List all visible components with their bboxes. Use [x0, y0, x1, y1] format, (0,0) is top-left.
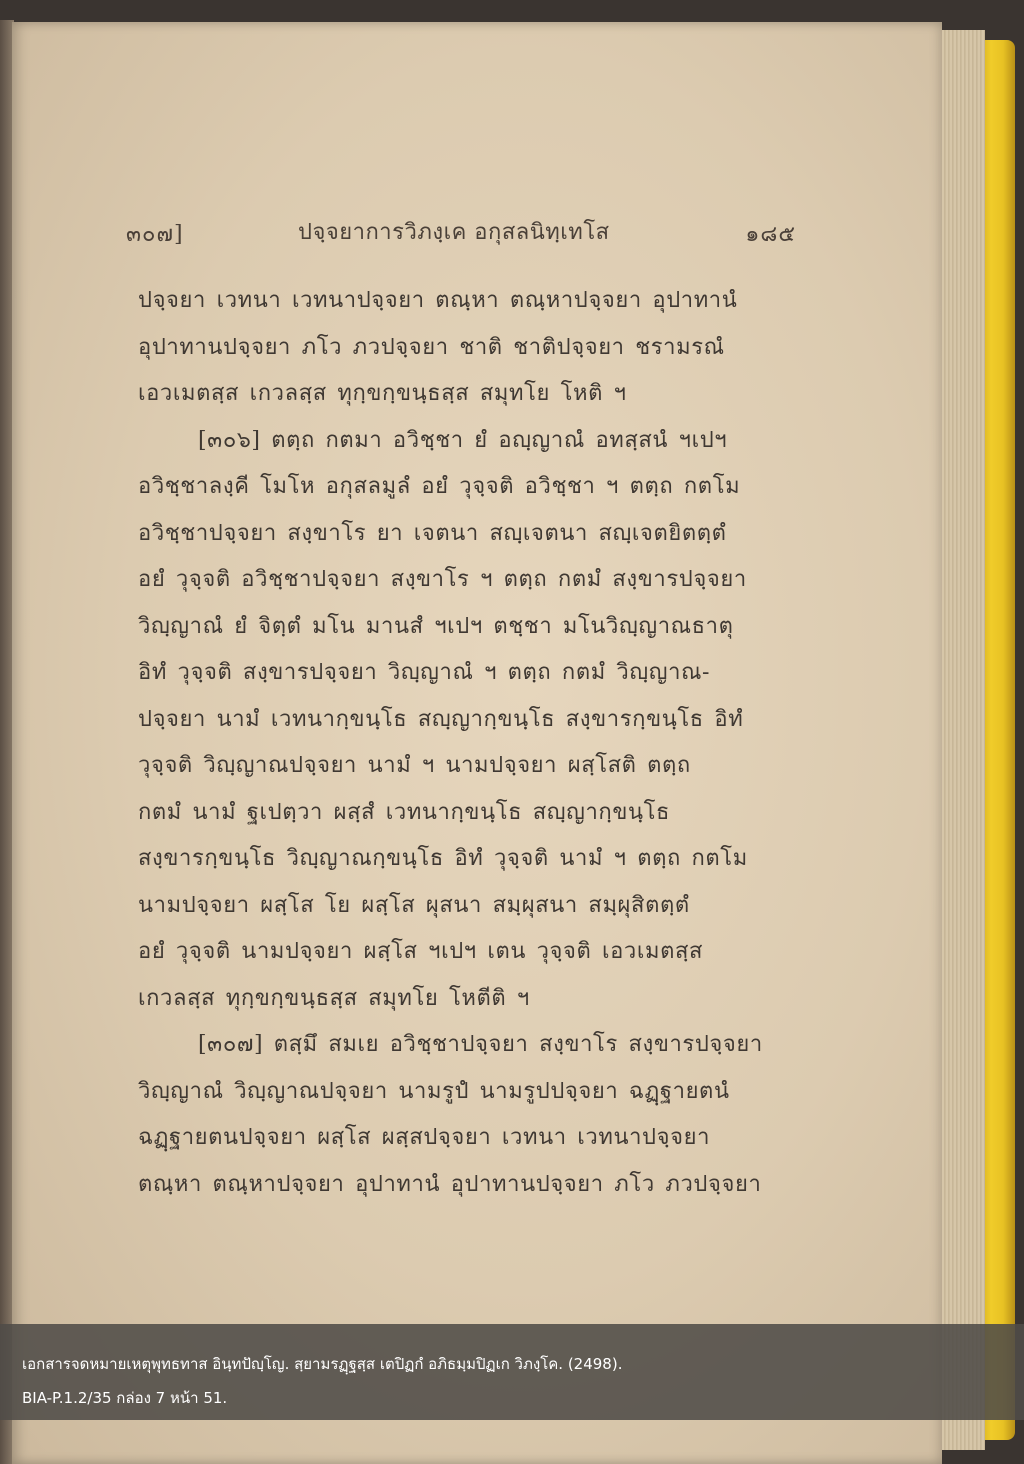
- text-line: ปจฺจยา นามํ เวทนากฺขนฺโธ สญฺญากฺขนฺโธ สงฺขารกฺขนฺโธ อิทํ: [138, 706, 744, 732]
- text-line: กตมํ นามํ ฐเปตฺวา ผสฺสํ เวทนากฺขนฺโธ สญฺญากฺขนฺโธ: [138, 799, 671, 825]
- text-line: ตณฺหา ตณฺหาปจฺจยา อุปาทานํ อุปาทานปจฺจยา ภโว ภวปจฺจยา: [138, 1171, 762, 1197]
- archive-caption: [0, 1324, 1024, 1420]
- text-line: วิญฺญาณํ ยํ จิตฺตํ มโน มานสํ ฯเปฯ ตชฺชา มโนวิญฺญาณธาตุ: [138, 613, 734, 639]
- paragraph-start-line: [๓๐๖] ตตฺถ กตมา อวิชฺชา ยํ อญฺญาณํ อทสฺสนํ ฯเปฯ: [198, 427, 728, 453]
- section-number: ๓๐๗]: [126, 222, 184, 247]
- caption-reference: BIA-P.1.2/35 กล่อง 7 หน้า 51.: [22, 1389, 228, 1407]
- text-line: เอวเมตสฺส เกวลสฺส ทุกฺขกฺขนฺธสฺส สมุทโย โหติ ฯ: [138, 381, 627, 406]
- text-line: ฉฏฺฐายตนปจฺจยา ผสฺโส ผสฺสปจฺจยา เวทนา เวทนาปจฺจยา: [138, 1125, 711, 1150]
- text-line: ปจฺจยา เวทนา เวทนาปจฺจยา ตณฺหา ตณฺหาปจฺจยา อุปาทานํ: [138, 288, 738, 313]
- text-line: อยํ วุจฺจติ นามปจฺจยา ผสฺโส ฯเปฯ เตน วุจฺจติ เอวเมตสฺส: [138, 939, 704, 964]
- text-line: อวิชฺชาลงฺคี โมโห อกุสลมูลํ อยํ วุจฺจติ อวิชฺชา ฯ ตตฺถ กตโม: [138, 474, 741, 499]
- text-line: อยํ วุจฺจติ อวิชฺชาปจฺจยา สงฺขาโร ฯ ตตฺถ กตมํ สงฺขารปจฺจยา: [138, 567, 747, 592]
- text-line: วิญฺญาณํ วิญฺญาณปจฺจยา นามรูปํ นามรูปปจฺจยา ฉฏฺฐายตนํ: [138, 1078, 730, 1104]
- text-line: อุปาทานปจฺจยา ภโว ภวปจฺจยา ชาติ ชาติปจฺจยา ชรามรณํ: [138, 334, 725, 360]
- text-line: วุจฺจติ วิญฺญาณปจฺจยา นามํ ฯ นามปจฺจยา ผสฺโสติ ตตฺถ: [138, 753, 691, 778]
- text-line: สงฺขารกฺขนฺโธ วิญฺญาณกฺขนฺโธ อิทํ วุจฺจติ นามํ ฯ ตตฺถ กตโม: [138, 846, 748, 871]
- text-line: นามปจฺจยา ผสฺโส โย ผสฺโส ผุสนา สมฺผุสนา สมฺผุสิตตฺตํ: [138, 892, 690, 918]
- running-title: ปจฺจยาการวิภงฺเค อกุสลนิทฺเทโส: [298, 220, 610, 245]
- text-line: อวิชฺชาปจฺจยา สงฺขาโร ยา เจตนา สญฺเจตนา สญฺเจตยิตตฺตํ: [138, 520, 727, 546]
- body-text: [138, 278, 790, 1208]
- paragraph-start-line: [๓๐๗] ตสฺมึ สมเย อวิชฺชาปจฺจยา สงฺขาโร สงฺขารปจฺจยา: [198, 1032, 763, 1057]
- page-header: [126, 210, 796, 250]
- page-number: ๑๘๕: [745, 222, 796, 247]
- text-line: อิทํ วุจฺจติ สงฺขารปจฺจยา วิญฺญาณํ ฯ ตตฺถ กตมํ วิญฺญาณ-: [138, 660, 711, 685]
- caption-citation: เอกสารจดหมายเหตุพุทธทาส อินฺทปัญฺโญ. สฺยามรฏฺฐสฺส เตปิฏกํ อภิธมฺมปิฏเก วิภงฺโค. (2498).: [22, 1355, 623, 1373]
- text-line: เกวลสฺส ทุกฺขกฺขนฺธสฺส สมุทโย โหตีติ ฯ: [138, 985, 530, 1011]
